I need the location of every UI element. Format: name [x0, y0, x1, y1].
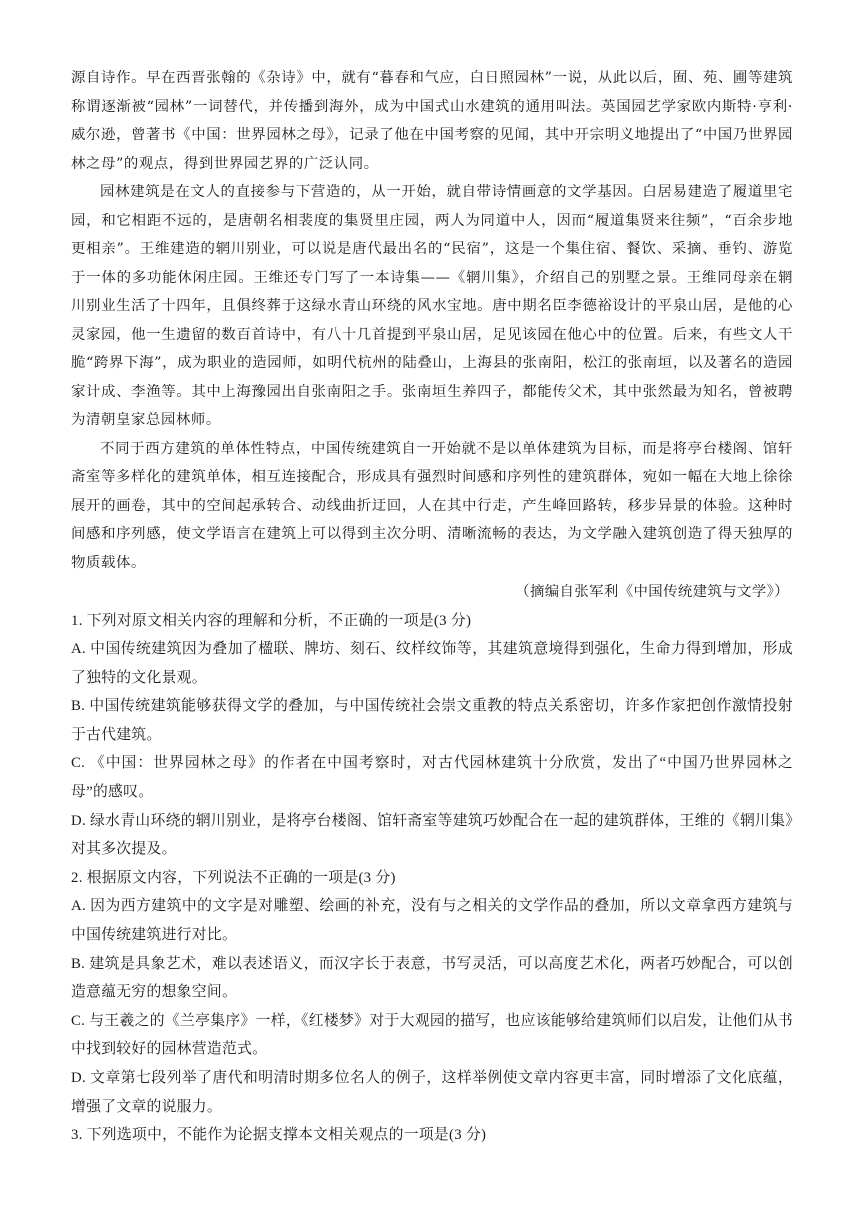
question-2	[71, 864, 793, 1121]
question-1-option-b: B. 中国传统建筑能够获得文学的叠加，与中国传统社会崇文重教的特点关系密切，许多作家把创作激情投射于古代建筑。	[71, 698, 793, 743]
question-1-option-d: D. 绿水青山环绕的辋川别业，是将亭台楼阁、馆轩斋室等建筑巧妙配合在一起的建筑群体，王维的《辋川集》对其多次提及。	[71, 812, 793, 858]
reading-passage	[71, 64, 793, 607]
question-2-option-c: C. 与王羲之的《兰亭集序》一样，《红楼梦》对于大观园的描写，也应该能够给建筑师们以启发，让他们从书中找到较好的园林营造范式。	[71, 1012, 793, 1058]
question-1-option-c: C. 《中国：世界园林之母》的作者在中国考察时，对古代园林建筑十分欣赏，发出了“中国乃世界园林之母”的感叹。	[71, 755, 793, 801]
question-2-option-b: B. 建筑是具象艺术，难以表述语义，而汉字长于表意，书写灵活，可以高度艺术化，两者巧妙配合，可以创造意蕴无穷的想象空间。	[71, 955, 793, 1001]
passage-paragraph-1: 源自诗作。早在西晋张翰的《杂诗》中，就有“暮春和气应，白日照园林”一说，从此以后，囿、苑、圃等建筑称谓逐渐被“园林”一词替代，并传播到海外，成为中国式山水建筑的通用叫法。英国园艺学家欧内斯特·亨利·威尔逊，曾著书《中国：世界园林之母》，记录了他在中国考察的见闻，其中开宗明义地提出了“中国乃世界园林之母”的观点，得到世界园艺界的广泛认同。	[71, 70, 793, 172]
question-3-stem: 3. 下列选项中，不能作为论据支撑本文相关观点的一项是(3 分)	[71, 1127, 487, 1144]
question-3	[71, 1121, 793, 1150]
passage-source-citation: （摘编自张军利《中国传统建筑与文学》）	[515, 584, 789, 600]
question-1	[71, 607, 793, 864]
question-1-stem: 1. 下列对原文相关内容的理解和分析，不正确的一项是(3 分)	[71, 612, 472, 629]
question-1-option-a: A. 中国传统建筑因为叠加了楹联、牌坊、刻石、纹样纹饰等，其建筑意境得到强化，生命力得到增加，形成了独特的文化景观。	[71, 641, 793, 686]
question-2-option-a: A. 因为西方建筑中的文字是对雕塑、绘画的补充，没有与之相关的文学作品的叠加，所以文章拿西方建筑与中国传统建筑进行对比。	[71, 898, 793, 944]
question-2-stem: 2. 根据原文内容，下列说法不正确的一项是(3 分)	[71, 869, 396, 886]
passage-paragraph-3: 不同于西方建筑的单体性特点，中国传统建筑自一开始就不是以单体建筑为目标，而是将亭台楼阁、馆轩斋室等多样化的建筑单体，相互连接配合，形成具有强烈时间感和序列性的建筑群体，宛如一幅在大地上徐徐展开的画卷，其中的空间起承转合、动线曲折迂回，人在其中行走，产生峰回路转，移步异景的体验。这种时间感和序列感，使文学语言在建筑上可以得到主次分明、清晰流畅的表达，为文学融入建筑创造了得天独厚的物质载体。	[71, 440, 793, 571]
document-page	[71, 64, 793, 1150]
passage-paragraph-2: 园林建筑是在文人的直接参与下营造的，从一开始，就自带诗情画意的文学基因。白居易建造了履道里宅园，和它相距不远的，是唐朝名相裴度的集贤里庄园，两人为同道中人，因而“履道集贤来往频”，“百余步地更相亲”。王维建造的辋川别业，可以说是唐代最出名的“民宿”，这是一个集住宿、餐饮、采摘、垂钓、游览于一体的多功能休闲庄园。王维还专门写了一本诗集——《辋川集》，介绍自己的别墅之景。王维同母亲在辋川别业生活了十四年，且俱终葬于这绿水青山环绕的风水宝地。唐中期名臣李德裕设计的平泉山居，是他的心灵家园，他一生遗留的数百首诗中，有八十几首提到平泉山居，足见该园在他心中的位置。后来，有些文人干脆“跨界下海”，成为职业的造园师，如明代杭州的陆叠山，上海县的张南阳，松江的张南垣，以及著名的造园家计成、李渔等。其中上海豫园出自张南阳之手。张南垣生养四子，都能传父术，其中张然最为知名，曾被聘为清朝皇家总园林师。	[71, 184, 793, 428]
question-2-option-d: D. 文章第七段列举了唐代和明清时期多位名人的例子，这样举例使文章内容更丰富，同时增添了文化底蕴，增强了文章的说服力。	[71, 1070, 793, 1115]
